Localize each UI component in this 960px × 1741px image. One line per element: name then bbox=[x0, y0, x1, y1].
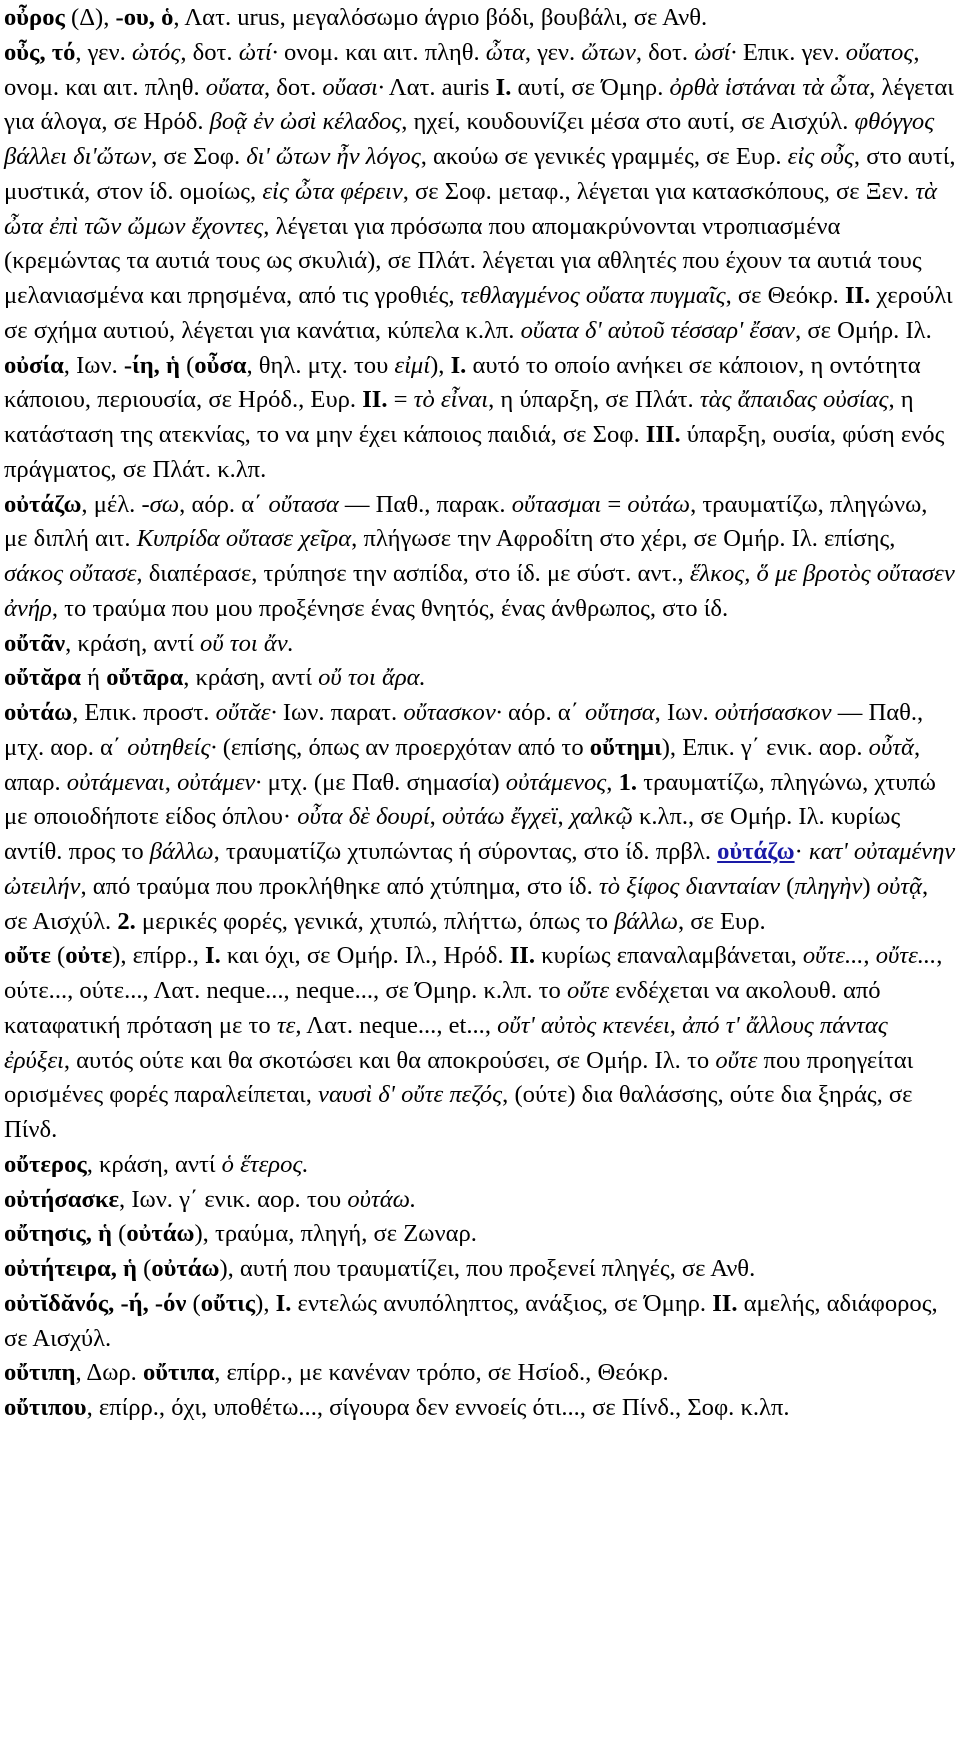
definition-text: Ιων. παρατ. bbox=[276, 699, 404, 726]
definition-text: , δοτ. bbox=[635, 38, 695, 66]
definition-text: , ούτε..., ούτε..., Λατ. neque..., neque..., σε Όμηρ. κ.λπ. το bbox=[4, 942, 943, 1004]
citation-text: ὀρθὰ ἱστάναι τὰ ὦτα bbox=[669, 73, 870, 101]
citation-text: οὖτᾰ bbox=[868, 733, 914, 761]
definition-text: , bbox=[429, 803, 442, 831]
bold-marker: 1. bbox=[618, 768, 638, 796]
definition-text: , κράση, αντί bbox=[86, 1150, 222, 1178]
citation-text: οὐτάμεναι bbox=[66, 768, 165, 796]
citation-text: Κυπρίδα οὔτασε χεῖρα bbox=[136, 525, 352, 553]
citation-text: οὔτασκον· bbox=[403, 699, 502, 726]
definition-text: , σε Σοφ. μεταφ., λέγεται για κατασκόπους, σε Ξεν. bbox=[402, 177, 916, 205]
definition-text: , λέγεται για άλογα, σε Ηρόδ. bbox=[4, 73, 954, 136]
definition-text: που προηγείται ορισμένες φορές παραλείπεται, bbox=[4, 1046, 914, 1109]
definition-text: τραυματίζω, πληγώνω, χτυπώ με οποιοδήποτε είδος όπλου· bbox=[4, 768, 936, 831]
definition-text: ( bbox=[186, 1289, 201, 1317]
definition-text: (επίσης, όπως αν προερχόταν από το bbox=[216, 733, 590, 761]
definition-text: , επίρρ., όχι, υποθέτω..., σίγουρα δεν εννοείς ότι..., σε Πίνδ., Σοφ. κ.λπ. bbox=[86, 1394, 790, 1421]
definition-text: , στο αυτί, μυστικά, στον ίδ. ομοίως, bbox=[4, 143, 956, 205]
citation-text: εἰμί bbox=[394, 351, 431, 379]
citation-text: βοᾷ ἐν ὠσὶ κέλαδος bbox=[209, 108, 402, 136]
citation-text: οὐτάω. bbox=[347, 1185, 417, 1213]
bold-marker: I. bbox=[495, 73, 512, 101]
definition-text: , Ιων. γ΄ ενικ. αορ. του bbox=[119, 1185, 348, 1213]
definition-text: , ονομ. και αιτ. πληθ. bbox=[4, 38, 920, 101]
bold-marker: III. bbox=[645, 421, 681, 448]
definition-text: αμελής, αδιάφορος, σε Αισχύλ. bbox=[4, 1289, 938, 1352]
definition-text: , bbox=[557, 803, 570, 831]
definition-text: , Δωρ. bbox=[75, 1359, 143, 1387]
definition-text: αόρ. α΄ bbox=[501, 699, 586, 726]
definition-text: , ηχεί, κουδουνίζει μέσα στο αυτί, σε Αισχύλ. bbox=[401, 108, 855, 136]
definition-text: μτχ. (με Παθ. σημασία) bbox=[261, 768, 506, 796]
citation-text: ἕλκος, ὅ με βροτὸς οὔτασεν ἀνήρ bbox=[4, 560, 955, 622]
citation-text: φθόγγος βάλλει δι'ὤτων bbox=[4, 108, 935, 170]
headword: οὐτήσασκε bbox=[4, 1185, 120, 1213]
bold-marker: οὐτάω bbox=[151, 1255, 220, 1282]
definition-text: , τραυματίζω, πληγώνω, με διπλή αιτ. bbox=[4, 490, 928, 553]
dictionary-entry-ousia bbox=[4, 349, 956, 488]
definition-text: , σε Θεόκρ. bbox=[725, 282, 845, 309]
citation-text: οὔτασα bbox=[268, 490, 339, 518]
definition-text: , κράση, αντί bbox=[65, 629, 201, 657]
citation-text: οὔ τοι ἄν. bbox=[200, 629, 294, 657]
headword: οὖς, τό bbox=[4, 38, 76, 66]
definition-text: — Παθ., μτχ. αορ. α΄ bbox=[4, 699, 924, 761]
definition-text: ), bbox=[430, 351, 451, 379]
definition-text: αυτό το οποίο ανήκει σε κάποιον, η οντότητα κάποιου, περιουσία, σε Ηρόδ., Ευρ. bbox=[4, 351, 921, 414]
dictionary-entry-outesaske bbox=[4, 1183, 956, 1218]
dictionary-entry-outazo bbox=[4, 488, 956, 627]
definition-text: ), Επικ. γ΄ ενικ. αορ. bbox=[661, 733, 869, 761]
dictionary-entry-oute bbox=[4, 939, 956, 1148]
citation-text: ἀπό τ' ἄλλους πάντας ἐρύξει bbox=[4, 1011, 888, 1074]
bold-marker: οὖσα bbox=[194, 351, 247, 379]
citation-text: οὔτε... bbox=[875, 942, 937, 970]
definition-text: , μέλ. bbox=[81, 490, 142, 518]
bold-marker: οὔτις bbox=[200, 1289, 256, 1317]
citation-text: οὔτε bbox=[715, 1046, 758, 1074]
citation-text: οὔτησα bbox=[585, 699, 655, 726]
definition-text: , η κατάσταση της ατεκνίας, το να μην έχει κάποιος παιδιά, σε Σοφ. bbox=[4, 386, 914, 448]
citation-text: δι' ὤτων ἦν λόγος bbox=[246, 143, 421, 170]
citation-text: -σω bbox=[141, 490, 180, 518]
bold-marker: II. bbox=[509, 942, 536, 970]
citation-text: κατ' οὐταμένην ὠτειλήν bbox=[4, 838, 956, 900]
definition-text: κυρίως επαναλαμβάνεται, bbox=[535, 942, 803, 970]
definition-text: , bbox=[863, 942, 876, 970]
citation-text: οὐτάμεν· bbox=[177, 768, 262, 796]
citation-text: οὔτε bbox=[566, 977, 610, 1004]
citation-text: τεθλαγμένος οὔατα πυγμαῖς bbox=[460, 282, 726, 309]
definition-text: , ακούω σε γενικές γραμμές, σε Ευρ. bbox=[420, 143, 788, 170]
bold-marker: I. bbox=[450, 351, 467, 379]
definition-text: ή bbox=[81, 664, 107, 692]
definition-text: ενδέχεται να ακολουθ. από καταφατική πρόταση με το bbox=[4, 977, 881, 1039]
bold-marker: οὐτάω bbox=[126, 1220, 195, 1248]
definition-text: = bbox=[387, 386, 414, 414]
definition-text: ), επίρρ., bbox=[112, 942, 205, 970]
definition-text: ( bbox=[136, 1255, 152, 1282]
dictionary-entry-outipe bbox=[4, 1356, 956, 1391]
citation-text: οὔατος bbox=[845, 38, 914, 66]
citation-text: οὐτήσασκον bbox=[714, 699, 832, 726]
headword: οὐτῐδᾰνός, -ή, -όν bbox=[4, 1289, 187, 1317]
definition-text: , Ιων. bbox=[63, 351, 124, 379]
cross-reference-link[interactable]: οὐτάζω bbox=[717, 838, 795, 865]
citation-text: οὐτηθείς· bbox=[127, 733, 217, 761]
definition-text: και όχι, σε Ομήρ. Ιλ., Ηρόδ. bbox=[220, 942, 510, 970]
dictionary-entry-ouros bbox=[4, 1, 956, 36]
definition-text: , διαπέρασε, τρύπησε την ασπίδα, στο ίδ. με σύστ. αντ., bbox=[136, 560, 690, 587]
citation-text: οὔατα bbox=[205, 73, 264, 101]
citation-text: βάλλω bbox=[149, 838, 214, 865]
definition-text: μερικές φορές, γενικά, χτυπώ, πλήττω, όπως το bbox=[135, 907, 615, 935]
citation-text: βάλλω bbox=[614, 907, 678, 935]
headword: οὔτερος bbox=[4, 1150, 87, 1178]
dictionary-entry-outeros bbox=[4, 1148, 956, 1183]
definition-text: , απαρ. bbox=[4, 733, 921, 796]
citation-text: εἰς ὦτα φέρειν bbox=[262, 177, 403, 205]
dictionary-entry-outidanos bbox=[4, 1287, 956, 1357]
headword: οὐσία bbox=[4, 351, 64, 379]
definition-text: , πλήγωσε την Αφροδίτη στο χέρι, σε Ομήρ. Ιλ. επίσης, bbox=[351, 525, 896, 553]
citation-text: ὠτός bbox=[131, 38, 181, 66]
headword: οὐτάζω bbox=[4, 490, 82, 518]
dictionary-entry-ous bbox=[4, 36, 956, 349]
definition-text: ( bbox=[179, 351, 195, 379]
definition-text: , Ιων. bbox=[654, 699, 715, 726]
definition-text: Επικ. γεν. bbox=[736, 38, 846, 66]
headword: οὔτιπη bbox=[4, 1359, 76, 1387]
definition-text: ( bbox=[50, 942, 66, 970]
citation-text: τὸ εἶναι bbox=[413, 386, 489, 414]
bold-marker: II. bbox=[844, 282, 871, 309]
definition-text: , Επικ. προστ. bbox=[72, 699, 216, 726]
definition-text: Λατ. auris bbox=[383, 73, 496, 101]
dictionary-entry-outipou bbox=[4, 1391, 956, 1426]
dictionary-entry-outara bbox=[4, 661, 956, 696]
definition-text: , από τραύμα που προκλήθηκε από χτύπημα, στο ίδ. bbox=[80, 872, 599, 900]
citation-text: χαλκῷ bbox=[569, 803, 633, 831]
definition-text: , δοτ. bbox=[264, 73, 323, 101]
definition-text: , γεν. bbox=[524, 38, 582, 66]
definition-text: , τραυματίζω χτυπώντας ή σύροντας, στο ίδ. πρβλ. bbox=[213, 838, 718, 865]
bold-marker: οὔτιπα bbox=[142, 1359, 215, 1387]
definition-text: ), bbox=[255, 1289, 276, 1317]
citation-text: οὐτάω ἔγχεϊ bbox=[441, 803, 558, 831]
citation-text: τὸ ξίφος διανταίαν bbox=[598, 872, 781, 900]
bold-marker: I. bbox=[275, 1289, 292, 1317]
definition-text: ύπαρξη, ουσία, φύση ενός πράγματος, σε Πλάτ. κ.λπ. bbox=[4, 421, 945, 483]
dictionary-entry-outeteira bbox=[4, 1252, 956, 1287]
citation-text: τὰς ἄπαιδας οὐσίας bbox=[699, 386, 889, 414]
citation-text: οὐτᾷ bbox=[876, 872, 922, 900]
definition-text: ονομ. και αιτ. πληθ. bbox=[277, 38, 486, 66]
definition-text: , σε Ομήρ. Ιλ. bbox=[795, 316, 932, 344]
headword: οὔτᾰρα bbox=[4, 664, 82, 692]
definition-text: , κράση, αντί bbox=[183, 664, 319, 692]
citation-text: ὤτων bbox=[581, 38, 636, 66]
bold-marker: οὐτε bbox=[65, 942, 113, 970]
dictionary-entry-outesis bbox=[4, 1217, 956, 1252]
citation-text: ναυσὶ δ' οὔτε πεζός bbox=[318, 1081, 503, 1109]
definition-text: , αόρ. α΄ bbox=[179, 490, 269, 518]
definition-text: ), αυτή που τραυματίζει, που προξενεί πληγές, σε Ανθ. bbox=[219, 1255, 756, 1282]
bold-marker: 2. bbox=[117, 907, 136, 935]
definition-text: , αυτός ούτε και θα σκοτώσει και θα αποκρούσει, σε Ομήρ. Ιλ. το bbox=[63, 1046, 716, 1074]
bold-marker: I. bbox=[205, 942, 221, 970]
definition-text: κ.λπ., σε Ομήρ. Ιλ. κυρίως αντίθ. προς το bbox=[4, 803, 901, 865]
definition-text: , σε Ευρ. bbox=[678, 907, 766, 935]
definition-text: , Λατ. urus, μεγαλόσωμο άγριο βόδι, βουβάλι, σε Ανθ. bbox=[173, 4, 708, 31]
bold-marker: II. bbox=[712, 1289, 738, 1317]
citation-text: οὔτᾰε· bbox=[215, 699, 277, 726]
definition-text: , λέγεται για πρόσωπα που απομακρύνονται ντροπιασμένα (κρεμώντας τα αυτιά τους ως σκυλιά), σε Πλάτ. λέγεται για αθλητές που έχουν τα αυτιά τους μελανιασμένα και πρησμένα, από τις γροθιές, bbox=[4, 212, 922, 309]
definition-text: , Λατ. neque..., et..., bbox=[295, 1011, 498, 1039]
headword: οὐτάω bbox=[4, 699, 73, 726]
citation-text: οὐτάμενος bbox=[505, 768, 607, 796]
bold-marker: οὔτημι bbox=[589, 733, 662, 761]
citation-text: οὔατα δ' αὐτοῦ τέσσαρ' ἔσαν bbox=[520, 316, 796, 344]
citation-text: οὔασι· bbox=[322, 73, 384, 101]
headword: οὔτᾶν bbox=[4, 629, 66, 657]
citation-text: οὔ τοι ἄρα. bbox=[318, 664, 426, 692]
citation-text: ὠσί· bbox=[694, 38, 737, 66]
definition-text: · bbox=[794, 838, 809, 865]
citation-text: οὔτ' αὐτὸς κτενέει bbox=[497, 1011, 670, 1039]
definition-text: εντελώς ανυπόληπτος, ανάξιος, σε Όμηρ. bbox=[291, 1289, 713, 1317]
definition-text: ( bbox=[780, 872, 795, 900]
headword: οὔτιπου bbox=[4, 1394, 87, 1421]
definition-text: , bbox=[606, 768, 619, 796]
dictionary-entry-outao bbox=[4, 696, 956, 939]
definition-text: , επίρρ., με κανέναν τρόπο, σε Ησίοδ., Θεόκρ. bbox=[214, 1359, 669, 1387]
citation-text: ὠτί· bbox=[238, 38, 278, 66]
bold-marker: II. bbox=[362, 386, 388, 414]
headword: οὔτησις, ἡ bbox=[4, 1220, 113, 1248]
headword: οὐτήτειρα, ἡ bbox=[4, 1255, 137, 1282]
definition-text: , σε Αισχύλ. bbox=[4, 872, 929, 935]
definition-text: = bbox=[601, 490, 628, 518]
citation-text: σάκος οὔτασε bbox=[4, 560, 137, 587]
citation-text: οὐτάω bbox=[627, 490, 691, 518]
definition-text: χερούλι σε σχήμα αυτιού, λέγεται για κανάτια, κύπελα κ.λπ. bbox=[4, 282, 953, 344]
definition-text: , το τραύμα που μου προξένησε ένας θνητός, ένας άνθρωπος, στο ίδ. bbox=[51, 594, 729, 622]
definition-text: , η ύπαρξη, σε Πλάτ. bbox=[488, 386, 700, 414]
definition-text: ) bbox=[862, 872, 877, 900]
definition-text: (Δ), bbox=[64, 4, 116, 31]
bold-marker: -ίη, ἡ bbox=[123, 351, 180, 379]
citation-text: οὖτα δὲ δουρί bbox=[297, 803, 430, 831]
definition-text: , σε Σοφ. bbox=[151, 143, 247, 170]
headword: οὔτε bbox=[4, 942, 51, 970]
definition-text: , bbox=[669, 1011, 683, 1039]
definition-text: , δοτ. bbox=[180, 38, 239, 66]
dictionary-entry-outan bbox=[4, 627, 956, 662]
bold-marker: οὔτᾱρα bbox=[106, 664, 184, 692]
definition-text: , (ούτε) δια θαλάσσης, ούτε δια ξηράς, σε Πίνδ. bbox=[4, 1081, 913, 1143]
citation-text: τε bbox=[276, 1011, 296, 1039]
definition-text: αυτί, σε Όμηρ. bbox=[511, 73, 670, 101]
citation-text: πληγὴν bbox=[794, 872, 863, 900]
definition-text: ( bbox=[112, 1220, 127, 1248]
citation-text: εἰς οὖς bbox=[787, 143, 854, 170]
definition-text: , γεν. bbox=[75, 38, 132, 66]
bold-marker: -ου, ὁ bbox=[115, 4, 174, 31]
definition-text: , bbox=[164, 768, 178, 796]
citation-text: τὰ ὦτα ἐπὶ τῶν ὤμων ἔχοντες bbox=[4, 177, 938, 240]
citation-text: οὔτασμαι bbox=[511, 490, 602, 518]
citation-text: ὁ ἕτερος. bbox=[221, 1150, 309, 1178]
citation-text: ὦτα bbox=[485, 38, 525, 66]
definition-text: — Παθ., παρακ. bbox=[338, 490, 512, 518]
headword: οὖρος bbox=[4, 4, 65, 31]
citation-text: οὔτε... bbox=[802, 942, 864, 970]
definition-text: ), τραύμα, πληγή, σε Ζωναρ. bbox=[194, 1220, 477, 1248]
definition-text: , θηλ. μτχ. του bbox=[246, 351, 395, 379]
